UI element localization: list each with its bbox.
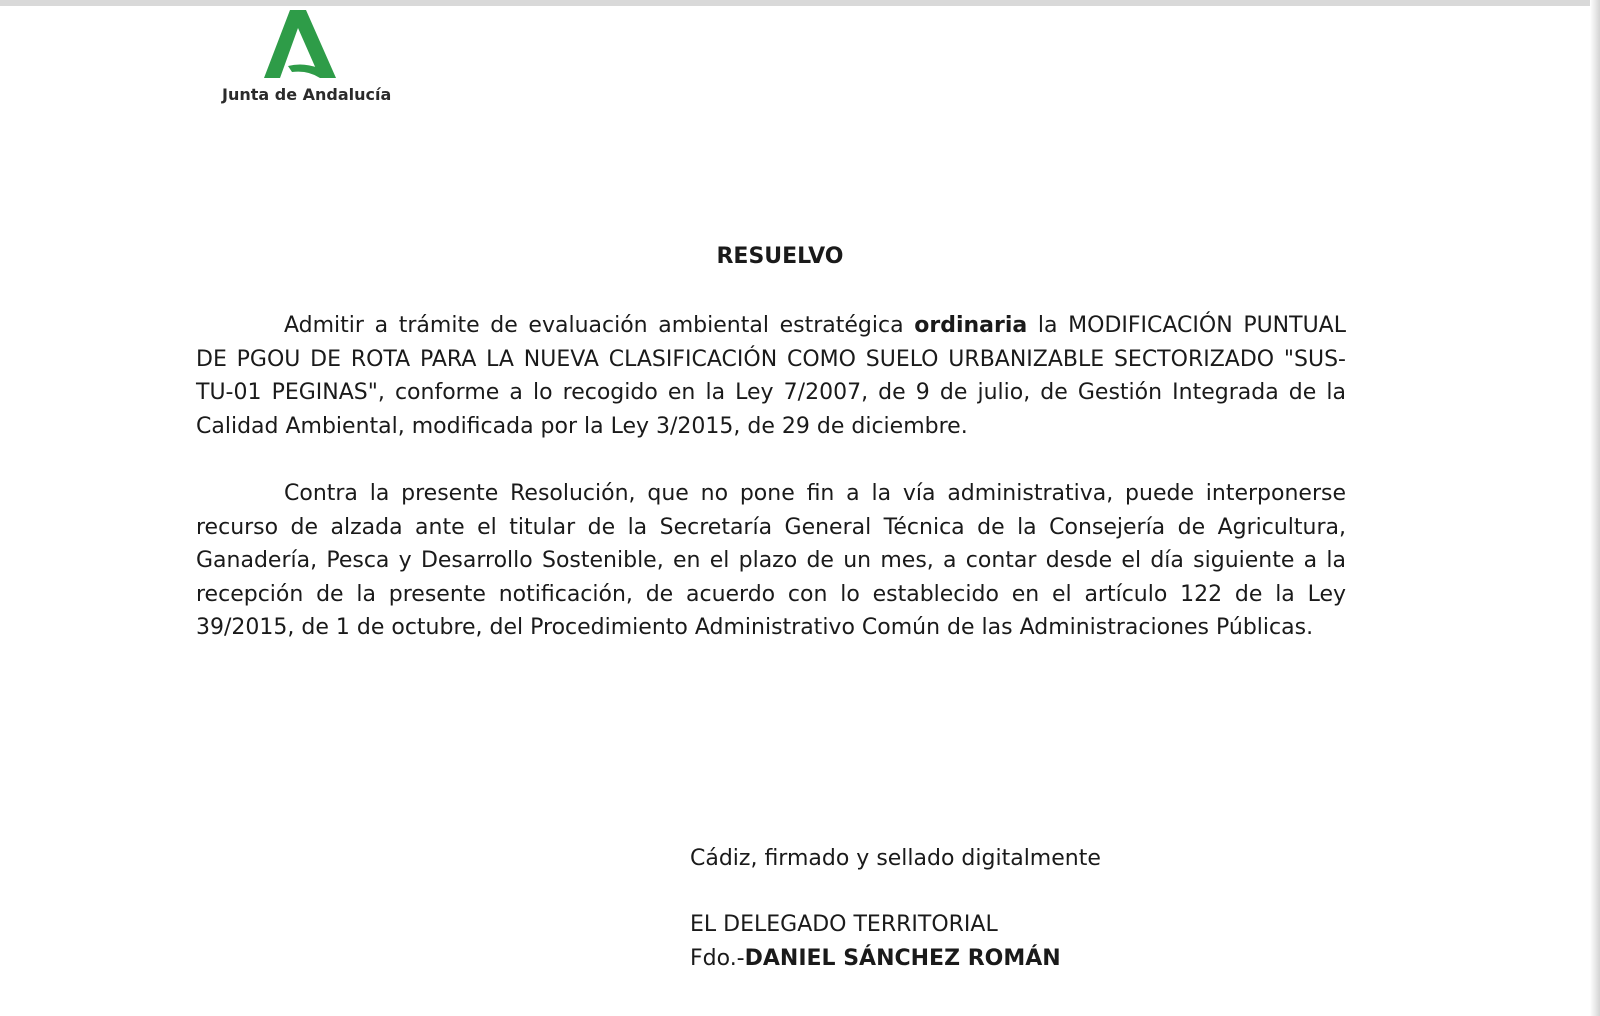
appeal-text: Contra la presente Resolución, que no pone fin a la vía administrativa, puede interponerse recurso de alzada ante el titular de la Secretaría General Técnica de la Consejería de Agricultura, Ganadería, Pesca y Desarrollo Sostenible, en el plazo de un mes, a contar desde el día siguiente a la recepción de la presente notificación, de acuerdo con lo establecido en el artículo 122 de la Ley 39/2015, de 1 de octubre, del Procedimiento Administrativo Común de las Administraciones Públicas. [196,481,1346,640]
signature-title: EL DELEGADO TERRITORIAL [690,912,998,937]
paragraph-text-end: la MODIFICACIÓN PUNTUAL DE PGOU DE ROTA PARA LA NUEVA CLASIFICACIÓN COMO SUELO URBANIZABLE SECTORIZADO "SUS-TU-01 PEGINAS", conforme a lo recogido en la Ley 7/2007, de 9 de julio, de Gestión Integrada de la Calidad Ambiental, modificada por la Ley 3/2015, de 29 de diciembre. [196,313,1346,439]
junta-andalucia-logo [222,10,392,110]
signatory-name: DANIEL SÁNCHEZ ROMÁN [744,946,1061,971]
resolution-paragraph [196,309,1346,443]
paragraph-text-start: Admitir a trámite de evaluación ambiental estratégica [284,313,915,338]
appeal-paragraph [196,477,1346,645]
paragraph-bold-term: ordinaria [914,313,1028,338]
signature-place-line: Cádiz, firmado y sellado digitalmente [690,846,1101,871]
signature-prefix: Fdo.- [690,946,745,971]
right-border [1590,0,1600,1016]
logo-text: Junta de Andalucía [222,85,392,104]
document-heading: RESUELVO [716,244,844,269]
top-border [0,0,1600,6]
logo-a-icon [262,10,342,80]
signature-name-line [690,946,1061,971]
